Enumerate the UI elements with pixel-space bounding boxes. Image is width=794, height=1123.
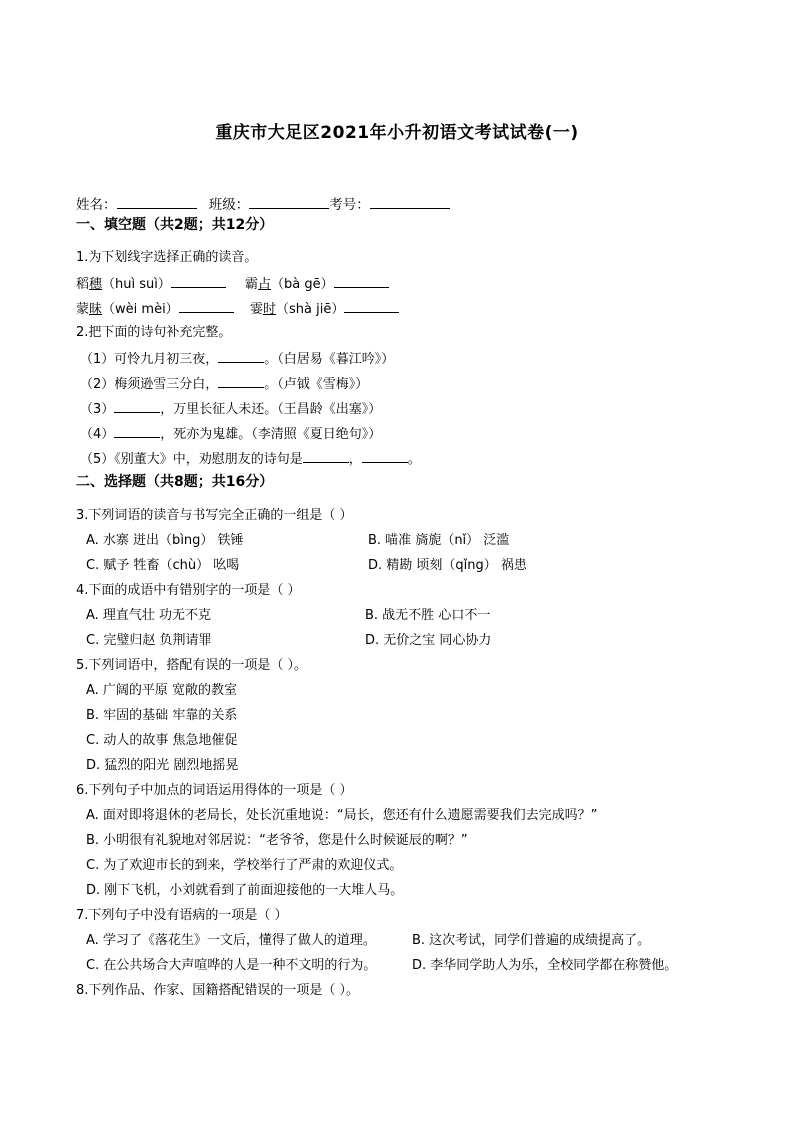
q5-stem: 5.下列词语中，搭配有误的一项是（ ）。 (76, 658, 308, 673)
q7-option-d[interactable]: D. 李华同学助人为乐，全校同学都在称赞他。 (412, 958, 678, 973)
q1-item-2-blank[interactable] (334, 275, 389, 288)
q2-item-2-before: （2）梅须逊雪三分白， (80, 377, 219, 392)
q2-item-4 (80, 425, 381, 443)
q2-item-3 (80, 400, 381, 418)
exam-no-blank[interactable] (370, 196, 450, 209)
q2-item-5-blank-1[interactable] (303, 450, 349, 463)
q1-item-4-blank[interactable] (344, 300, 399, 313)
q1-row-2 (76, 300, 234, 318)
q6-option-b[interactable]: B. 小明很有礼貌地对邻居说：“老爷爷，您是什么时候诞辰的啊？” (86, 833, 468, 848)
q7-stem: 7.下列句子中没有语病的一项是（ ） (76, 908, 288, 923)
q3-option-d[interactable]: D. 精勘 顷刻（qǐng） 祸患 (368, 558, 527, 573)
q3-option-b[interactable]: B. 喵准 旖旎（nǐ） 泛滥 (368, 533, 510, 548)
class-label: 班级： (208, 197, 250, 213)
q7-option-c[interactable]: C. 在公共场合大声喧哗的人是一种不文明的行为。 (86, 958, 377, 973)
q2-stem: 2.把下面的诗句补充完整。 (76, 325, 232, 340)
q1-item-4-char: 霎 (250, 302, 264, 317)
q2-item-5-end: 。 (407, 452, 421, 467)
q4-option-c[interactable]: C. 完璧归赵 负荆请罪 (86, 633, 212, 648)
q1-item-1-blank[interactable] (171, 275, 226, 288)
section-2-heading: 二、选择题（共8题；共16分） (76, 474, 274, 490)
q4-stem: 4.下面的成语中有错别字的一项是（ ） (76, 583, 301, 598)
section-1-heading: 一、填空题（共2题；共12分） (76, 217, 274, 233)
q2-item-3-after: ，万里长征人未还。（王昌龄《出塞》） (160, 402, 382, 417)
q2-item-2 (80, 375, 368, 393)
q1-item-3-marked: 昧 (89, 302, 103, 317)
q1-stem: 1.为下划线字选择正确的读音。 (76, 250, 258, 265)
q2-item-1 (80, 350, 394, 368)
q2-item-3-blank[interactable] (114, 400, 160, 413)
q2-item-2-blank[interactable] (218, 375, 264, 388)
q4-option-a[interactable]: A. 理直气壮 功无不克 (86, 608, 212, 623)
q2-item-2-after: 。（卢钺《雪梅》） (264, 377, 369, 392)
q2-item-5-before: （5）《别董大》中，劝慰朋友的诗句是 (80, 452, 303, 467)
q6-option-c[interactable]: C. 为了欢迎市长的到来，学校举行了严肃的欢迎仪式。 (86, 858, 403, 873)
q1-item-2-char: 霸 (245, 277, 259, 292)
q1-item-1-pinyin: （huì suì） (102, 277, 171, 292)
q8-stem: 8.下列作品、作家、国籍搭配错误的一项是（ ）。 (76, 983, 360, 998)
q4-option-b[interactable]: B. 战无不胜 心口不一 (365, 608, 491, 623)
q1-item-3-pinyin: （wèi mèi） (102, 302, 179, 317)
q7-option-b[interactable]: B. 这次考试，同学们普遍的成绩提高了。 (412, 933, 651, 948)
student-info-row (76, 193, 458, 213)
q5-option-a[interactable]: A. 广阔的平原 宽敞的教室 (86, 683, 238, 698)
q2-item-1-blank[interactable] (218, 350, 264, 363)
q2-item-4-blank[interactable] (114, 425, 160, 438)
q2-item-1-after: 。（白居易《暮江吟》） (264, 352, 395, 367)
q2-item-3-before: （3） (80, 402, 115, 417)
q6-option-a[interactable]: A. 面对即将退休的老局长，处长沉重地说：“局长，您还有什么遗愿需要我们去完成吗？” (86, 808, 598, 823)
q6-stem: 6.下列句子中加点的词语运用得体的一项是（ ） (76, 783, 353, 798)
name-label: 姓名： (76, 197, 117, 213)
q1-item-1-char: 稻 (76, 277, 90, 292)
q1-item-4-pinyin: （shà jiē） (276, 302, 345, 317)
q1-item-2-marked: 占 (258, 277, 272, 292)
q2-item-1-before: （1）可怜九月初三夜， (80, 352, 219, 367)
q1-item-1-marked: 穗 (89, 277, 103, 292)
q5-option-b[interactable]: B. 牢固的基础 牢靠的关系 (86, 708, 238, 723)
q3-option-c[interactable]: C. 赋予 牲畜（chù） 吆喝 (86, 558, 240, 573)
q1-item-3-char: 蒙 (76, 302, 90, 317)
q1-row-1 (76, 275, 226, 293)
class-blank[interactable] (249, 196, 329, 209)
q2-item-5-comma: ， (348, 452, 362, 467)
q4-option-d[interactable]: D. 无价之宝 同心协力 (365, 633, 492, 648)
q1-item-3-blank[interactable] (179, 300, 234, 313)
q1-item-1 (76, 277, 226, 292)
q5-option-d[interactable]: D. 猛烈的阳光 剧烈地摇晃 (86, 758, 239, 773)
q1-item-4-marked: 时 (263, 302, 277, 317)
q1-row-1b (245, 275, 389, 293)
q2-item-4-after: ，死亦为鬼雄。（李清照《夏日绝句》） (160, 427, 382, 442)
q5-option-c[interactable]: C. 动人的故事 焦急地催促 (86, 733, 238, 748)
q2-item-5-blank-2[interactable] (362, 450, 408, 463)
name-blank[interactable] (117, 196, 197, 209)
exam-no-label: 考号： (329, 197, 370, 213)
q2-item-4-before: （4） (80, 427, 115, 442)
q3-stem: 3.下列词语的读音与书写完全正确的一组是（ ） (76, 508, 353, 523)
q3-option-a[interactable]: A. 水寨 迸出（bìng） 铁锤 (86, 533, 244, 548)
q2-item-5 (80, 450, 421, 468)
q1-item-2-pinyin: （bà gē） (271, 277, 334, 292)
q1-row-2b (250, 300, 399, 318)
page-title: 重庆市大足区2021年小升初语文考试试卷(一) (215, 123, 579, 143)
q7-option-a[interactable]: A. 学习了《落花生》一文后，懂得了做人的道理。 (86, 933, 376, 948)
q6-option-d[interactable]: D. 刚下飞机，小刘就看到了前面迎接他的一大堆人马。 (86, 883, 404, 898)
